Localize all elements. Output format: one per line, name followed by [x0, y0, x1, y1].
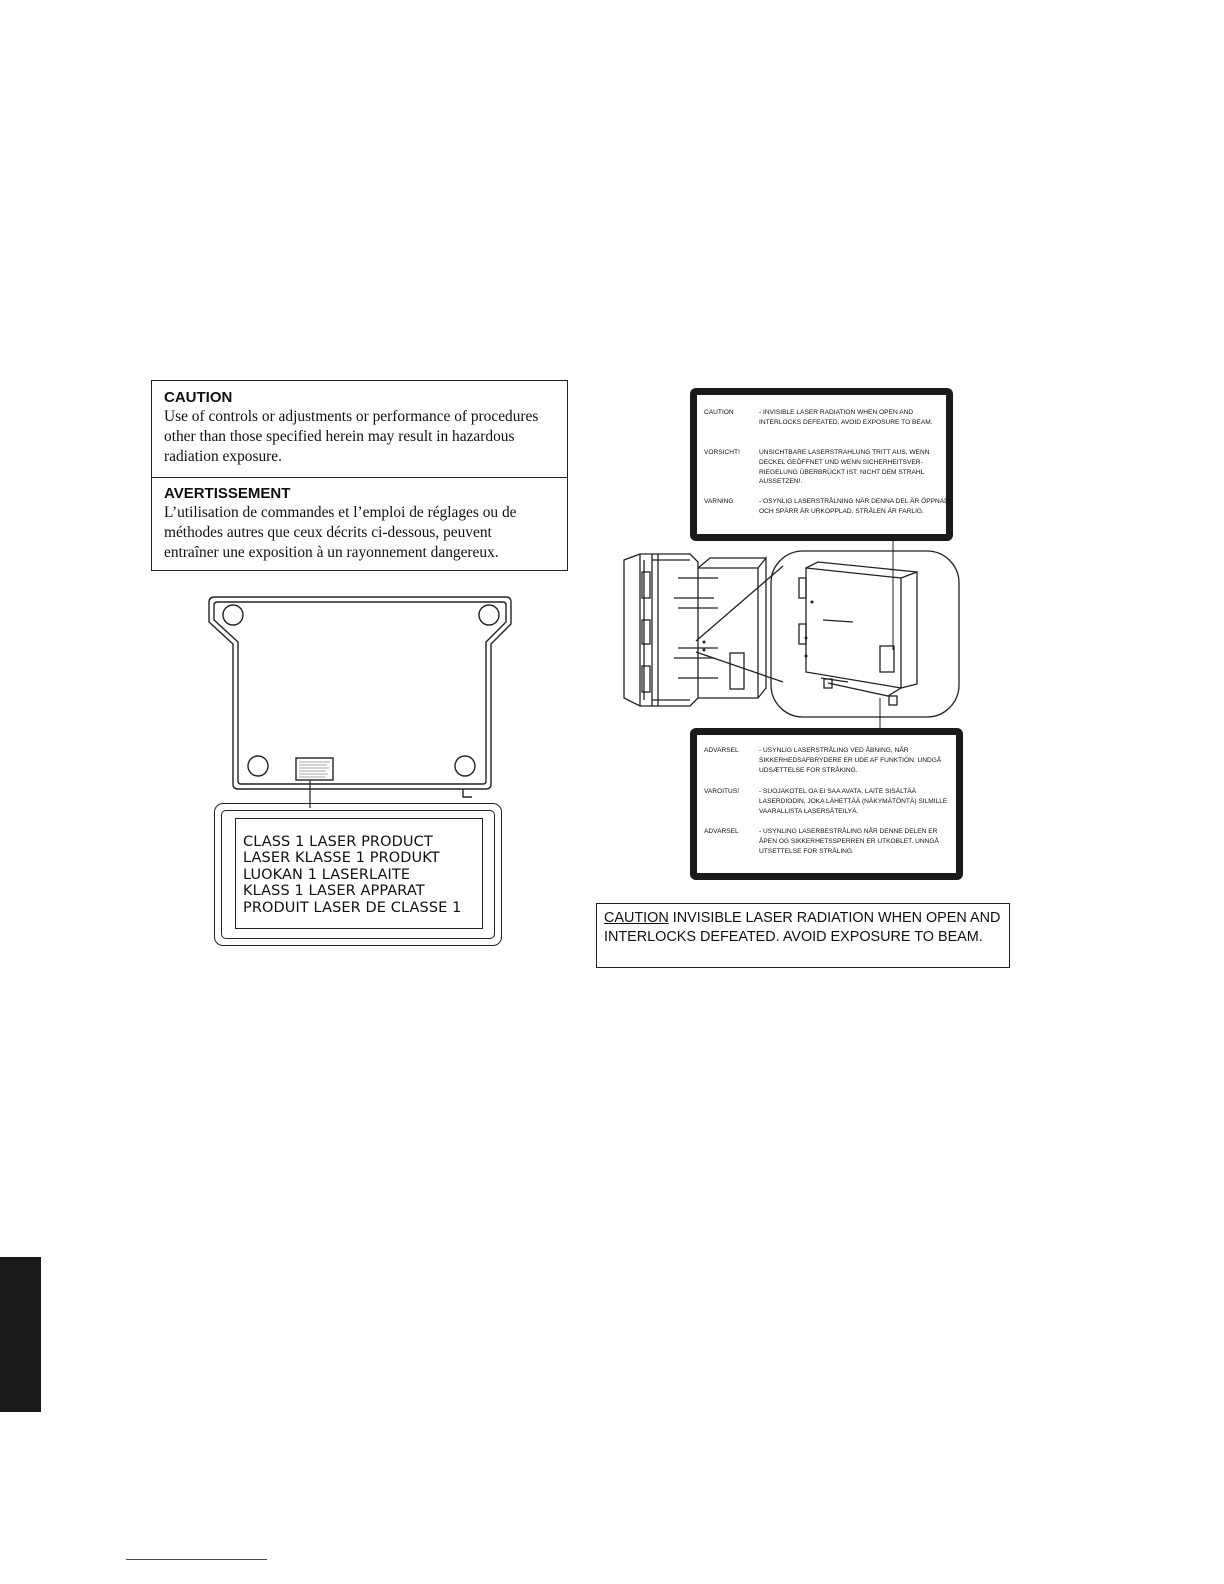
avertissement-line: entraîner une exposition à un rayonnement dangereux.	[164, 544, 499, 561]
laser-mechanism-drawing	[618, 538, 964, 734]
warning-key: ADVARSEL	[704, 828, 739, 835]
caution-line: other than those specified herein may result in hazardous	[164, 428, 515, 445]
caution-line: radiation exposure.	[164, 448, 282, 465]
warning-text: - USYNLIG LASERSTRÅLING VED ÅBNING, NÅR SIKKERHEDSAFBRYDERE ER UDE AF FUNKTION. UNDGÅ UDSÆTTELSE FOR STRÅKING.	[759, 747, 942, 774]
warning-text: - SUOJAKOTEL OA EI SAA AVATA, LAITE SISÄLTÄÄ LASERDIODIN, JOKA LÄHETTÄÄ (NÄKYMÄTÖNTÄ) SILMILLE VAARALLISTA LASERSÄTEILYÄ.	[759, 788, 948, 815]
footer-rule	[126, 1559, 267, 1560]
warning-key: VAROITUS!	[704, 788, 740, 795]
warning-key: CAUTION	[704, 409, 734, 416]
class-label-line: PRODUIT LASER DE CLASSE 1	[243, 899, 462, 916]
caution-notice-box	[151, 380, 568, 571]
class-label-line: LASER KLASSE 1 PRODUKT	[243, 850, 440, 867]
section-divider	[152, 477, 567, 478]
warning-text: - OSYNLIG LASERSTRÅLNING NÄR DENNA DEL ÄR ÖPPNAD OCH SPÄRR ÄR URKOPPLAD. STRÅLEN ÄR FARLIG.	[759, 498, 949, 515]
warning-label-top	[690, 388, 953, 541]
warning-text: - INVISIBLE LASER RADIATION WHEN OPEN AND INTERLOCKS DEFEATED, AVOID EXPOSURE TO BEAM.	[759, 409, 933, 426]
invisible-laser-caution-box	[596, 903, 1010, 968]
caution-body: INVISIBLE LASER RADIATION WHEN OPEN AND INTERLOCKS DEFEATED. AVOID EXPOSURE TO BEAM.	[604, 910, 1001, 945]
caution-line: Use of controls or adjustments or performance of procedures	[164, 408, 539, 425]
language-side-tab	[0, 1257, 41, 1412]
warning-text: UNSICHTBARE LASERSTRAHLUNG TRITT AUS, WENN DECKEL GEÖFFNET UND WENN SICHERHEITSVER-RIEGELUNG ÜBERBRÜCKT IST. NICHT DEM STRAHL AUSSETZEN!.	[759, 449, 930, 486]
class-label-line: KLASS 1 LASER APPARAT	[243, 883, 425, 900]
invisible-laser-caution-text	[604, 909, 1005, 946]
caution-heading: CAUTION	[164, 389, 233, 406]
avertissement-section	[164, 485, 559, 563]
class-label-line: CLASS 1 LASER PRODUCT	[243, 834, 433, 850]
unit-bottom-panel-drawing	[200, 592, 520, 808]
caution-section	[164, 389, 559, 467]
warning-key: VORSICHT!	[704, 449, 740, 456]
warning-key: ADVARSEL	[704, 747, 739, 754]
class-label-line: LUOKAN 1 LASERLAITE	[243, 866, 411, 883]
avertissement-heading: AVERTISSEMENT	[164, 485, 291, 502]
warning-label-bottom	[690, 728, 963, 880]
class-label-text	[243, 834, 461, 916]
caution-keyword: CAUTION	[604, 910, 669, 926]
avertissement-line: méthodes autres que ceux décrits ci-dessous, peuvent	[164, 524, 492, 541]
warning-text: - USYNLING LASERBESTRÅLING NÅR DENNE DELEN ER ÅPEN OG SIKKERHETSSPERREN ER UTKOBLET. UNNGÅ UTSETTELSE FOR STRÅLING.	[759, 828, 939, 855]
class-1-laser-label	[214, 803, 502, 946]
warning-key: VARNING	[704, 498, 734, 505]
avertissement-line: L’utilisation de commandes et l’emploi de réglages ou de	[164, 504, 517, 521]
